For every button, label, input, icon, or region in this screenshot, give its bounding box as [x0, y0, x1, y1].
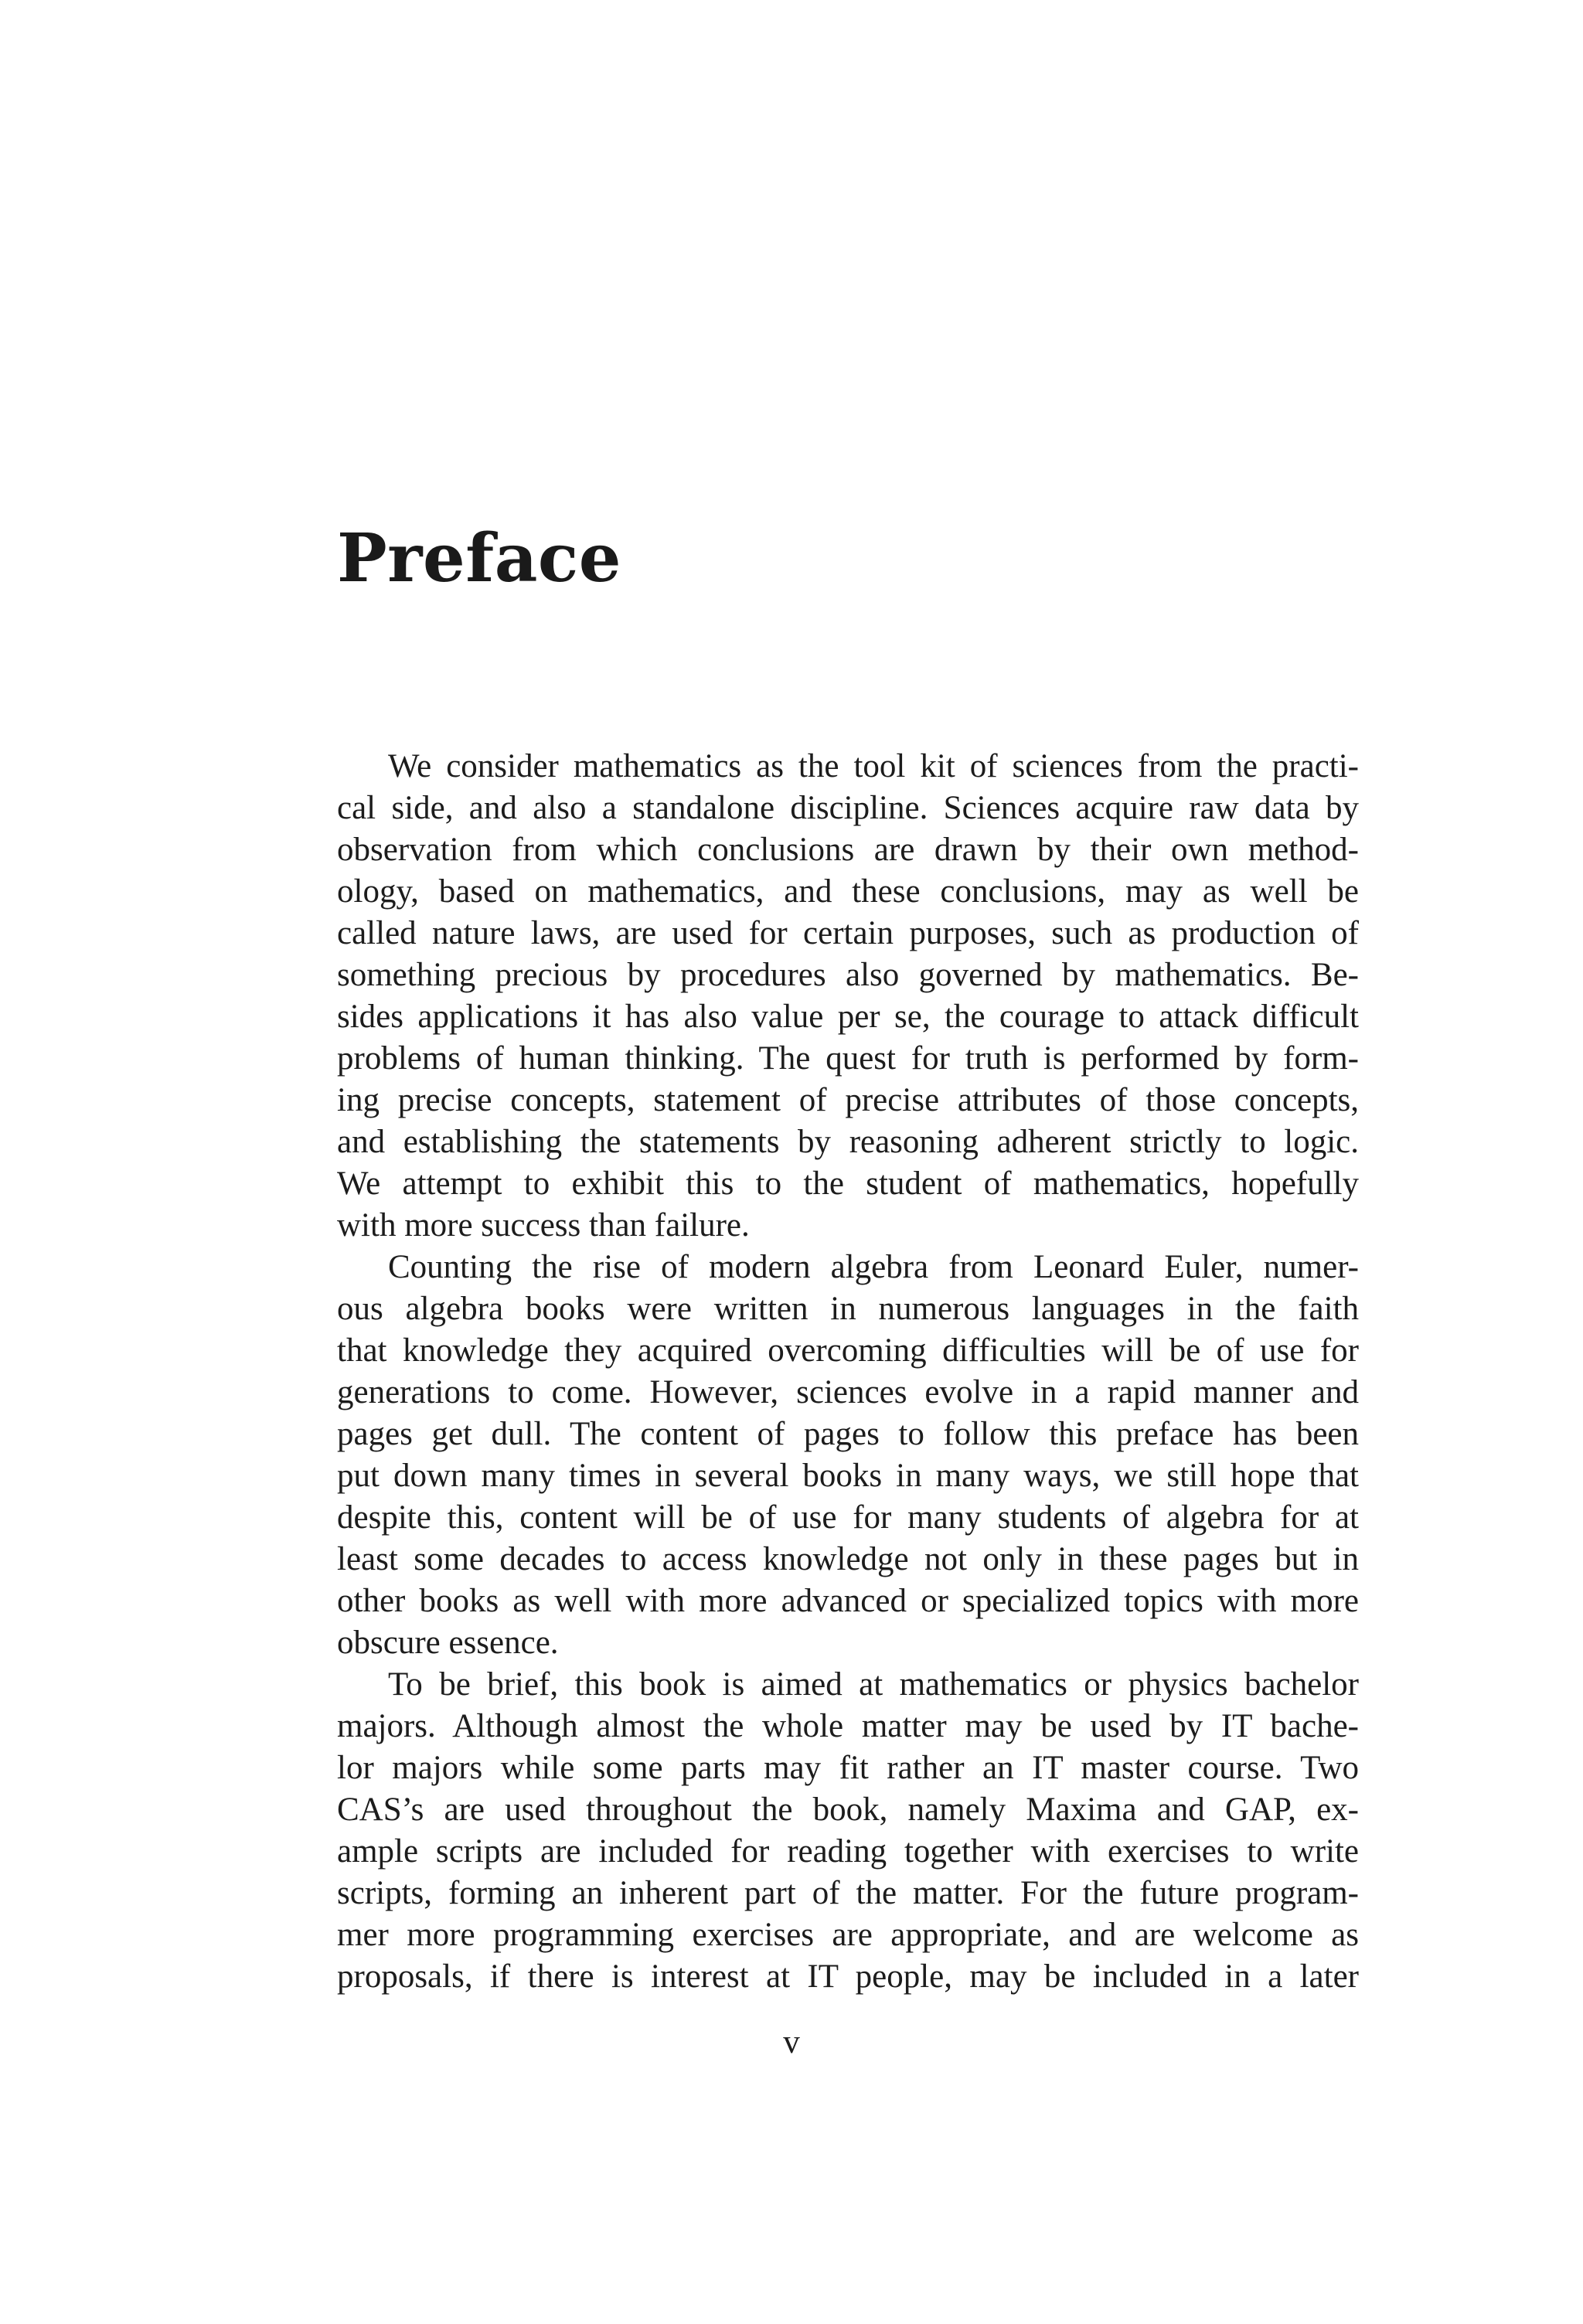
text-line: ous algebra books were written in numerous languages in the faith: [337, 1291, 1359, 1327]
text-line: called nature laws, are used for certain purposes, such as production of: [337, 915, 1359, 951]
text-line: mer more programming exercises are appropriate, and are welcome as: [337, 1917, 1359, 1953]
text-line: generations to come. However, sciences evolve in a rapid manner and: [337, 1374, 1359, 1410]
text-line: To be brief, this book is aimed at mathematics or physics bachelor: [388, 1666, 1359, 1703]
text-line: something precious by procedures also governed by mathematics. Be-: [337, 957, 1359, 993]
text-line: obscure essence.: [337, 1625, 559, 1661]
text-line: proposals, if there is interest at IT people, may be included in a later: [337, 1958, 1359, 1995]
text-line: scripts, forming an inherent part of the matter. For the future program-: [337, 1875, 1359, 1911]
text-line: ing precise concepts, statement of precise attributes of those concepts,: [337, 1082, 1359, 1118]
text-line: sides applications it has also value per se, the courage to attack difficult: [337, 999, 1359, 1035]
text-line: despite this, content will be of use for many students of algebra for at: [337, 1499, 1359, 1536]
text-line: We consider mathematics as the tool kit of sciences from the practi-: [388, 748, 1359, 784]
page-number: v: [783, 2024, 800, 2060]
paragraph-3: [337, 1664, 1359, 1998]
text-line: least some decades to access knowledge not only in these pages but in: [337, 1541, 1359, 1577]
preface-body: [337, 746, 1359, 1998]
text-line: other books as well with more advanced or specialized topics with more: [337, 1583, 1359, 1619]
text-line: with more success than failure.: [337, 1207, 750, 1244]
text-line: ology, based on mathematics, and these conclusions, may as well be: [337, 873, 1359, 910]
text-line: majors. Although almost the whole matter may be used by IT bache-: [337, 1708, 1359, 1744]
text-line: lor majors while some parts may fit rather an IT master course. Two: [337, 1750, 1359, 1786]
text-line: and establishing the statements by reasoning adherent strictly to logic.: [337, 1124, 1359, 1160]
chapter-title: Preface: [337, 519, 621, 597]
text-line: put down many times in several books in many ways, we still hope that: [337, 1458, 1359, 1494]
text-line: observation from which conclusions are drawn by their own method-: [337, 832, 1359, 868]
text-line: problems of human thinking. The quest for truth is performed by form-: [337, 1040, 1359, 1077]
text-line: We attempt to exhibit this to the student of mathematics, hopefully: [337, 1165, 1359, 1202]
text-line: that knowledge they acquired overcoming difficulties will be of use for: [337, 1332, 1359, 1369]
text-line: pages get dull. The content of pages to follow this preface has been: [337, 1416, 1359, 1452]
text-line: cal side, and also a standalone discipline. Sciences acquire raw data by: [337, 790, 1359, 826]
text-line: Counting the rise of modern algebra from Leonard Euler, numer-: [388, 1249, 1359, 1285]
text-line: CAS’s are used throughout the book, namely Maxima and GAP, ex-: [337, 1791, 1359, 1828]
text-line: ample scripts are included for reading together with exercises to write: [337, 1833, 1359, 1870]
paragraph-2: [337, 1247, 1359, 1664]
paragraph-1: [337, 746, 1359, 1247]
